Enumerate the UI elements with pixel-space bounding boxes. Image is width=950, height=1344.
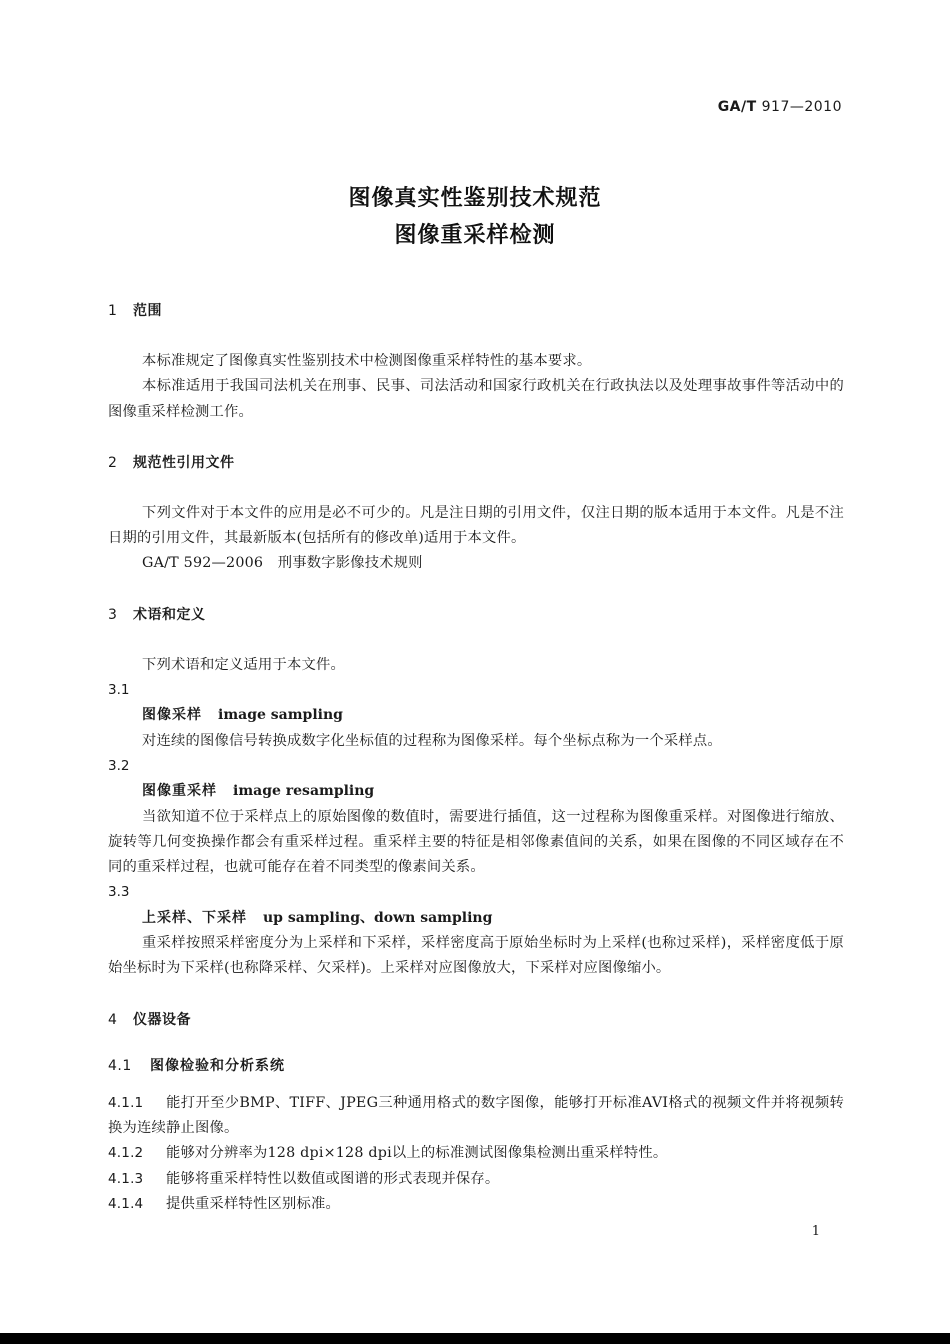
list-item: 4.1.4 提供重采样特性区别标准。 — [108, 1195, 340, 1212]
term-number: 3.2 — [108, 757, 130, 774]
title-line-2: 图像重采样检测 — [394, 223, 556, 248]
bottom-border — [0, 1333, 950, 1344]
section-heading-3: 3 术语和定义 — [108, 606, 206, 623]
term-number: 3.1 — [108, 682, 130, 699]
term-heading: 图像重采样 image resampling — [142, 783, 375, 800]
section-heading-1: 1 范围 — [108, 303, 162, 319]
page-number: 1 — [811, 1224, 820, 1239]
paragraph: 本标准规定了图像真实性鉴别技术中检测图像重采样特性的基本要求。 — [142, 353, 592, 369]
paragraph: 下列术语和定义适用于本文件。 — [142, 656, 345, 673]
section-heading-4: 4 仪器设备 — [108, 1011, 191, 1028]
term-definition: 重采样按照采样密度分为上采样和下采样，采样密度高于原始坐标时为上采样(也称过采样)，采样密度低于原始坐标时为下采样(也称降采样、欠采样)。上采样对应图像放大，下采样对应图像缩小。 — [108, 935, 844, 977]
subsection-heading-4-1: 4.1 图像检验和分析系统 — [108, 1057, 285, 1074]
list-item: 4.1.1 能打开至少BMP、TIFF、JPEG三种通用格式的数字图像，能够打开标准AVI格式的视频文件并将视频转换为连续静止图像。 — [108, 1094, 844, 1136]
title-line-1: 图像真实性鉴别技术规范 — [348, 186, 602, 211]
normative-reference: GA/T 592—2006 刑事数字影像技术规则 — [142, 555, 423, 572]
term-definition: 当欲知道不位于采样点上的原始图像的数值时，需要进行插值，这一过程称为图像重采样。对图像进行缩放、旋转等几何变换操作都会有重采样过程。重采样主要的特征是相邻像素值间的关系，如果在图像的不同区域存在不同的重采样过程，也就可能存在着不同类型的像素间关系。 — [108, 808, 844, 876]
list-item: 4.1.3 能够将重采样特性以数值或图谱的形式表现并保存。 — [108, 1170, 500, 1187]
paragraph: 下列文件对于本文件的应用是必不可少的。凡是注日期的引用文件，仅注日期的版本适用于本文件。凡是不注日期的引用文件，其最新版本(包括所有的修改单)适用于本文件。 — [108, 504, 844, 547]
paragraph: 本标准适用于我国司法机关在刑事、民事、司法活动和国家行政机关在行政执法以及处理事故事件等活动中的图像重采样检测工作。 — [108, 378, 844, 420]
section-heading-2: 2 规范性引用文件 — [108, 454, 235, 471]
term-heading: 图像采样 image sampling — [142, 707, 343, 724]
list-item: 4.1.2 能够对分辨率为128 dpi×128 dpi以上的标准测试图像集检测出重采样特性。 — [108, 1145, 668, 1162]
document-body — [108, 298, 844, 1217]
document-code: GA/T 917—2010 — [717, 99, 842, 115]
term-definition: 对连续的图像信号转换成数字化坐标值的过程称为图像采样。每个坐标点称为一个采样点。 — [142, 732, 722, 749]
term-heading: 上采样、下采样 up sampling、down sampling — [142, 909, 493, 926]
term-number: 3.3 — [108, 884, 130, 901]
